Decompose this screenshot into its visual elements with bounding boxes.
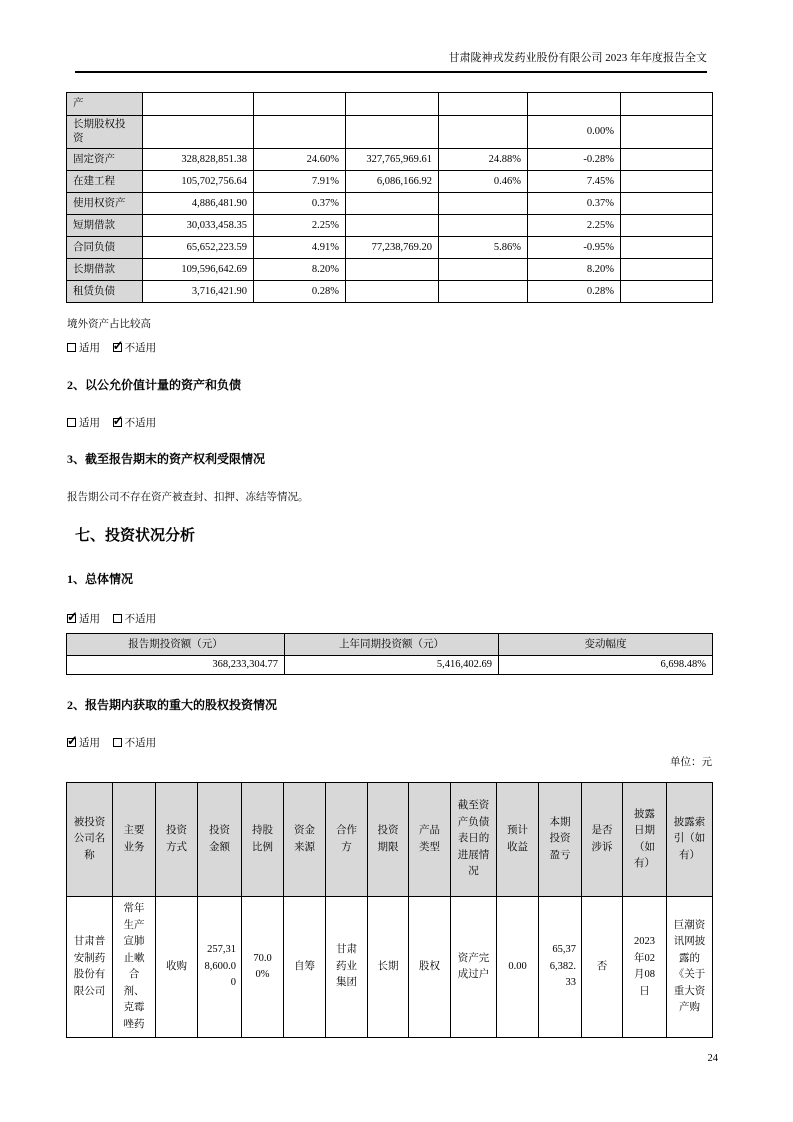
cell (439, 93, 528, 116)
cell (621, 259, 713, 281)
cell-disclosure-date: 2023年02月08日 (623, 897, 667, 1038)
table-row (67, 116, 713, 149)
cell-funding-source: 自筹 (284, 897, 326, 1038)
table-header-row (67, 783, 713, 897)
checkbox-label: 不适用 (124, 738, 157, 749)
cell (254, 93, 346, 116)
column-header: 披露索引（如有） (667, 783, 713, 897)
table-row (67, 281, 713, 303)
column-header: 被投资公司名称 (67, 783, 113, 897)
cell: 77,238,769.20 (346, 237, 439, 259)
table-row (67, 193, 713, 215)
checkbox-group (113, 343, 157, 354)
row-label: 长期借款 (67, 259, 143, 281)
column-header: 变动幅度 (499, 634, 713, 656)
column-header: 持股比例 (242, 783, 284, 897)
cell-investment-amount: 257,318,600.00 (198, 897, 242, 1038)
cell: 7.91% (254, 171, 346, 193)
cell (621, 193, 713, 215)
column-header: 报告期投资额（元） (67, 634, 285, 656)
cell: 0.28% (254, 281, 346, 303)
column-header: 资金来源 (284, 783, 326, 897)
applicability-row-major-equity (67, 737, 793, 751)
column-header: 投资期限 (368, 783, 409, 897)
cell (621, 281, 713, 303)
cell-investment-term: 长期 (368, 897, 409, 1038)
checkbox-label: 不适用 (124, 418, 157, 429)
checkbox-group (67, 738, 100, 749)
cell: 8.20% (254, 259, 346, 281)
cell (439, 193, 528, 215)
cell: 0.37% (528, 193, 621, 215)
cell (621, 116, 713, 149)
table-row (67, 93, 713, 116)
checkbox-label: 适用 (79, 343, 100, 354)
cell-partner: 甘肃药业集团 (326, 897, 368, 1038)
column-header: 投资金额 (198, 783, 242, 897)
row-label: 产 (67, 93, 143, 116)
cell: 30,033,458.35 (143, 215, 254, 237)
cell: 4,886,481.90 (143, 193, 254, 215)
cell: 327,765,969.61 (346, 149, 439, 171)
cell: 5,416,402.69 (285, 656, 499, 675)
table-row (67, 171, 713, 193)
unit-label: 单位：元 (670, 757, 712, 768)
running-header (75, 50, 707, 73)
checkbox-checked-icon (113, 418, 122, 427)
cell: 8.20% (528, 259, 621, 281)
checkbox-checked-icon (67, 738, 76, 747)
checkbox-unchecked-icon (67, 418, 76, 427)
row-label: 合同负债 (67, 237, 143, 259)
section-heading-major-equity: 2、报告期内获取的重大的股权投资情况 (67, 698, 278, 712)
row-label: 长期股权投资 (67, 116, 143, 149)
table-row (67, 149, 713, 171)
cell: 5.86% (439, 237, 528, 259)
column-header: 产品类型 (409, 783, 451, 897)
cell-investment-method: 收购 (156, 897, 198, 1038)
column-header: 披露日期（如有） (623, 783, 667, 897)
asset-liability-table (66, 92, 713, 303)
cell (439, 281, 528, 303)
row-label: 在建工程 (67, 171, 143, 193)
cell: 0.46% (439, 171, 528, 193)
cell (439, 215, 528, 237)
cell: 368,233,304.77 (67, 656, 285, 675)
checkbox-checked-icon (67, 614, 76, 623)
row-label: 短期借款 (67, 215, 143, 237)
cell (254, 116, 346, 149)
cell: 24.88% (439, 149, 528, 171)
cell-current-profit-loss: 65,376,382.33 (539, 897, 582, 1038)
cell-expected-return: 0.00 (497, 897, 539, 1038)
checkbox-label: 适用 (79, 614, 100, 625)
column-header: 本期投资盈亏 (539, 783, 582, 897)
column-header: 上年同期投资额（元） (285, 634, 499, 656)
table-row (67, 897, 713, 1038)
checkbox-label: 不适用 (124, 614, 157, 625)
checkbox-unchecked-icon (113, 738, 122, 747)
section-heading-investment-analysis: 七、投资状况分析 (75, 528, 196, 544)
column-header: 截至资产负债表日的进展情况 (451, 783, 497, 897)
column-header: 投资方式 (156, 783, 198, 897)
cell (346, 215, 439, 237)
cell (439, 259, 528, 281)
equity-investment-table (66, 782, 713, 1038)
restricted-assets-note: 报告期公司不存在资产被查封、扣押、冻结等情况。 (67, 492, 309, 503)
checkbox-group (67, 614, 100, 625)
cell: 65,652,223.59 (143, 237, 254, 259)
cell: 6,698.48% (499, 656, 713, 675)
cell (346, 116, 439, 149)
cell: 2.25% (528, 215, 621, 237)
cell (346, 281, 439, 303)
cell: 0.28% (528, 281, 621, 303)
cell-investee-name: 甘肃普安制药股份有限公司 (67, 897, 113, 1038)
cell (346, 259, 439, 281)
investment-summary-table (66, 633, 713, 675)
checkbox-label: 适用 (79, 738, 100, 749)
cell: 328,828,851.38 (143, 149, 254, 171)
applicability-row-fair-value (67, 417, 793, 431)
section-heading-restricted: 3、截至报告期末的资产权利受限情况 (67, 452, 266, 466)
cell: 109,596,642.69 (143, 259, 254, 281)
cell-progress: 资产完成过户 (451, 897, 497, 1038)
table-row (67, 215, 713, 237)
cell: -0.28% (528, 149, 621, 171)
cell: 7.45% (528, 171, 621, 193)
column-header: 预计收益 (497, 783, 539, 897)
cell: 3,716,421.90 (143, 281, 254, 303)
cell (346, 193, 439, 215)
row-label: 固定资产 (67, 149, 143, 171)
cell (346, 93, 439, 116)
column-header: 合作方 (326, 783, 368, 897)
checkbox-unchecked-icon (113, 614, 122, 623)
table-row (67, 656, 713, 675)
report-title: 甘肃陇神戎发药业股份有限公司 2023 年年度报告全文 (448, 52, 707, 64)
cell: 6,086,166.92 (346, 171, 439, 193)
cell (621, 171, 713, 193)
cell-litigation: 否 (582, 897, 623, 1038)
section-heading-overall: 1、总体情况 (67, 572, 134, 586)
row-label: 租赁负债 (67, 281, 143, 303)
cell-product-type: 股权 (409, 897, 451, 1038)
section-heading-fair-value: 2、以公允价值计量的资产和负债 (67, 378, 242, 392)
overseas-assets-note: 境外资产占比较高 (67, 319, 151, 330)
checkbox-group (67, 418, 100, 429)
table-row (67, 237, 713, 259)
checkbox-label: 适用 (79, 418, 100, 429)
applicability-row-overseas (67, 342, 793, 356)
checkbox-group (113, 738, 157, 749)
cell (439, 116, 528, 149)
checkbox-checked-icon (113, 343, 122, 352)
cell (621, 93, 713, 116)
cell (143, 93, 254, 116)
checkbox-group (113, 418, 157, 429)
checkbox-unchecked-icon (67, 343, 76, 352)
cell (621, 215, 713, 237)
cell: 105,702,756.64 (143, 171, 254, 193)
cell (528, 93, 621, 116)
column-header: 是否涉诉 (582, 783, 623, 897)
checkbox-label: 不适用 (124, 343, 157, 354)
cell (621, 149, 713, 171)
cell-disclosure-index: 巨潮资讯网披露的《关于重大资产购 (667, 897, 713, 1038)
cell: -0.95% (528, 237, 621, 259)
page-number: 24 (707, 1053, 718, 1064)
table-header-row (67, 634, 713, 656)
cell: 2.25% (254, 215, 346, 237)
cell: 24.60% (254, 149, 346, 171)
applicability-row-overall (67, 613, 793, 627)
cell: 4.91% (254, 237, 346, 259)
cell (143, 116, 254, 149)
table-row (67, 259, 713, 281)
column-header: 主要业务 (113, 783, 156, 897)
row-label: 使用权资产 (67, 193, 143, 215)
checkbox-group (67, 343, 100, 354)
cell-shareholding-ratio: 70.00% (242, 897, 284, 1038)
cell: 0.37% (254, 193, 346, 215)
cell-main-business: 常年生产宣肺止嗽合剂、克霉唑药 (113, 897, 156, 1038)
cell (621, 237, 713, 259)
cell: 0.00% (528, 116, 621, 149)
checkbox-group (113, 614, 157, 625)
